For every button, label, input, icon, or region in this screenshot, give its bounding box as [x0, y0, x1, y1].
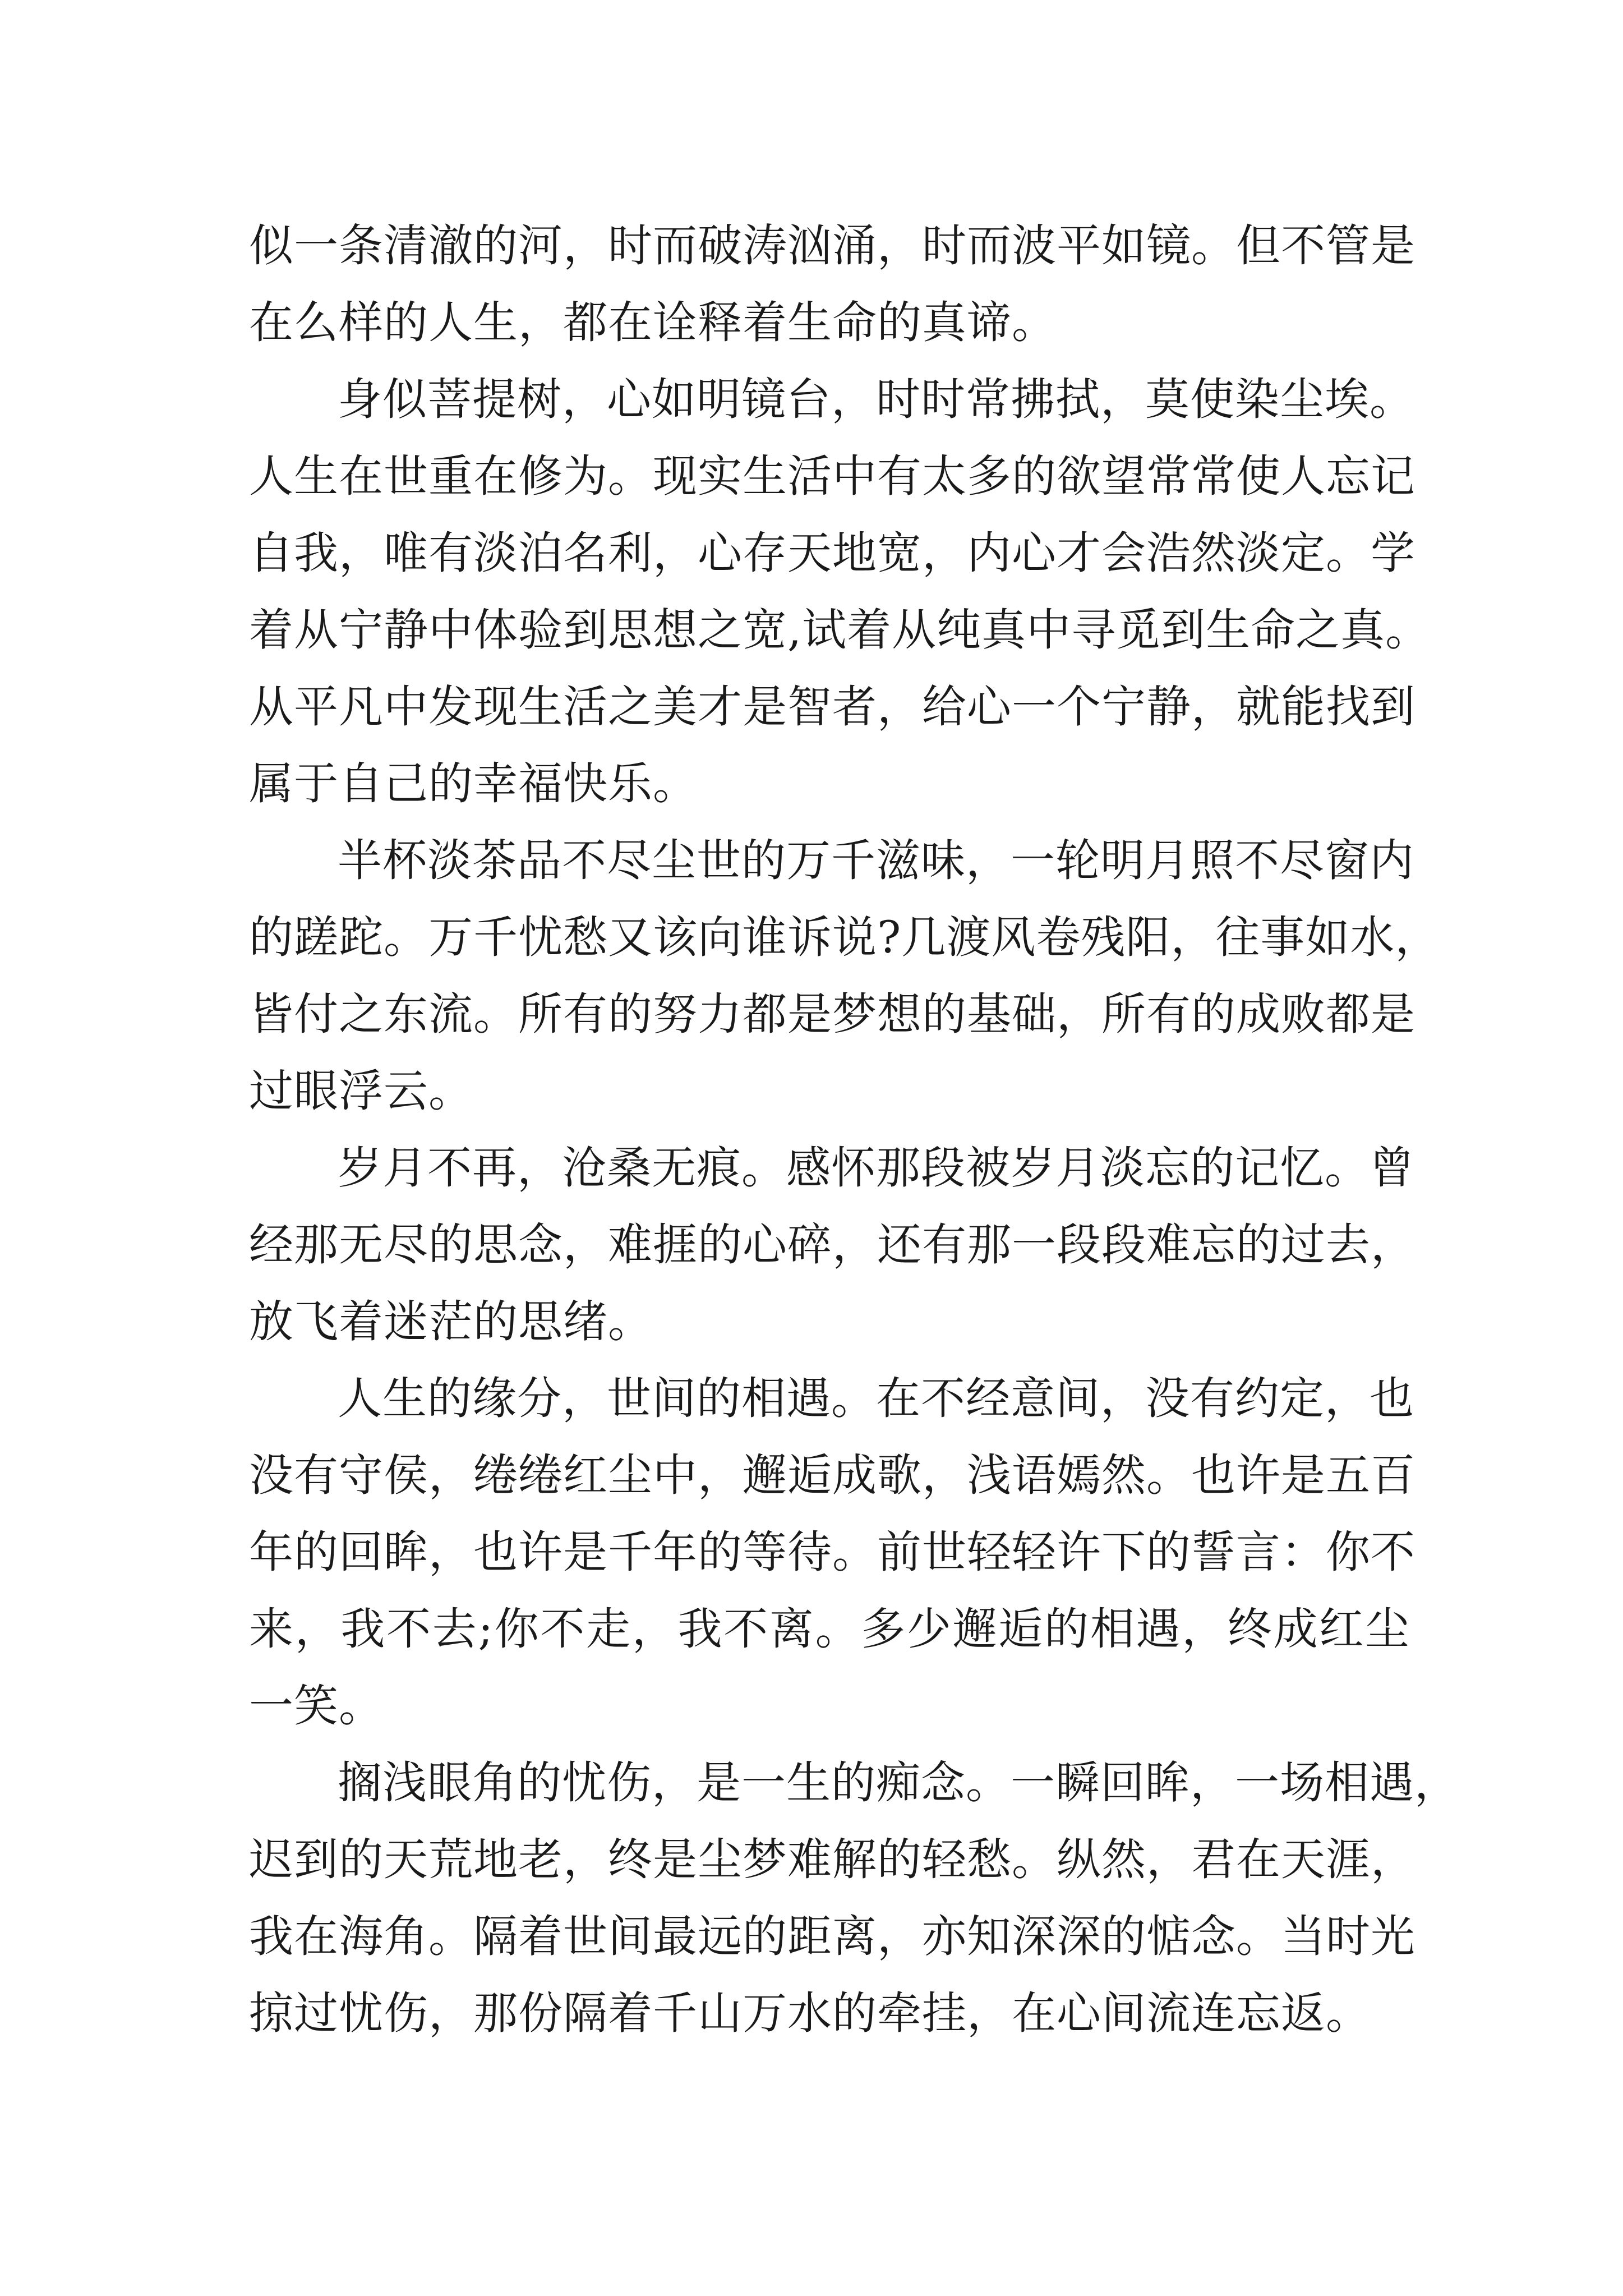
paragraph-4 [249, 1130, 1415, 1360]
text-line: 没有守侯，绻绻红尘中，邂逅成歌，浅语嫣然。也许是五百 [249, 1450, 1415, 1501]
text-line: 人生的缘分，世间的相遇。在不经意间，没有约定，也 [338, 1373, 1414, 1424]
text-line: 我在海角。隔着世间最远的距离，亦知深深的惦念。当时光 [249, 1911, 1415, 1962]
text-line: 一笑。 [249, 1680, 384, 1732]
paragraph-6 [249, 1745, 1459, 2052]
text-line: 经那无尽的思念，难捱的心碎，还有那一段段难忘的过去， [249, 1219, 1415, 1271]
paragraph-3 [249, 822, 1440, 1130]
text-line: 的蹉跎。万千忧愁又该向谁诉说?几渡风卷残阳，往事如水， [249, 912, 1440, 963]
text-line: 在么样的人生，都在诠释着生命的真谛。 [249, 297, 1057, 348]
text-line: 岁月不再，沧桑无痕。感怀那段被岁月淡忘的记忆。曾 [338, 1142, 1414, 1194]
text-line: 掠过忧伤，那份隔着千山万水的牵挂，在心间流连忘返。 [249, 1987, 1371, 2039]
text-line: 自我，唯有淡泊名利，心存天地宽，内心才会浩然淡定。学 [249, 527, 1415, 579]
text-line: 似一条清澈的河，时而破涛汹涌，时而波平如镜。但不管是 [249, 220, 1415, 272]
paragraph-5 [249, 1360, 1415, 1745]
text-line: 年的回眸，也许是千年的等待。前世轻轻许下的誓言：你不 [249, 1526, 1415, 1578]
paragraph-1 [249, 208, 1415, 361]
text-line: 人生在世重在修为。现实生活中有太多的欲望常常使人忘记 [249, 450, 1415, 502]
text-line: 过眼浮云。 [249, 1065, 473, 1117]
text-line: 搁浅眼角的忧伤，是一生的痴念。一瞬回眸，一场相遇， [338, 1757, 1459, 1809]
text-line: 着从宁静中体验到思想之宽,试着从纯真中寻觅到生命之真。 [249, 604, 1431, 656]
text-line: 半杯淡茶品不尽尘世的万千滋味，一轮明月照不尽窗内 [338, 835, 1414, 886]
text-line: 放飞着迷茫的思绪。 [249, 1296, 653, 1347]
text-line: 属于自己的幸福快乐。 [249, 758, 698, 809]
text-line: 皆付之东流。所有的努力都是梦想的基础，所有的成败都是 [249, 988, 1415, 1040]
text-line: 来，我不去;你不走，我不离。多少邂逅的相遇，终成红尘 [249, 1603, 1410, 1655]
text-line: 从平凡中发现生活之美才是智者，给心一个宁静，就能找到 [249, 681, 1415, 733]
body-text [249, 208, 1459, 2052]
text-line: 身似菩提树，心如明镜台，时时常拂拭，莫使染尘埃。 [338, 374, 1414, 425]
paragraph-2 [249, 361, 1431, 822]
text-line: 迟到的天荒地老，终是尘梦难解的轻愁。纵然，君在天涯， [249, 1834, 1415, 1885]
